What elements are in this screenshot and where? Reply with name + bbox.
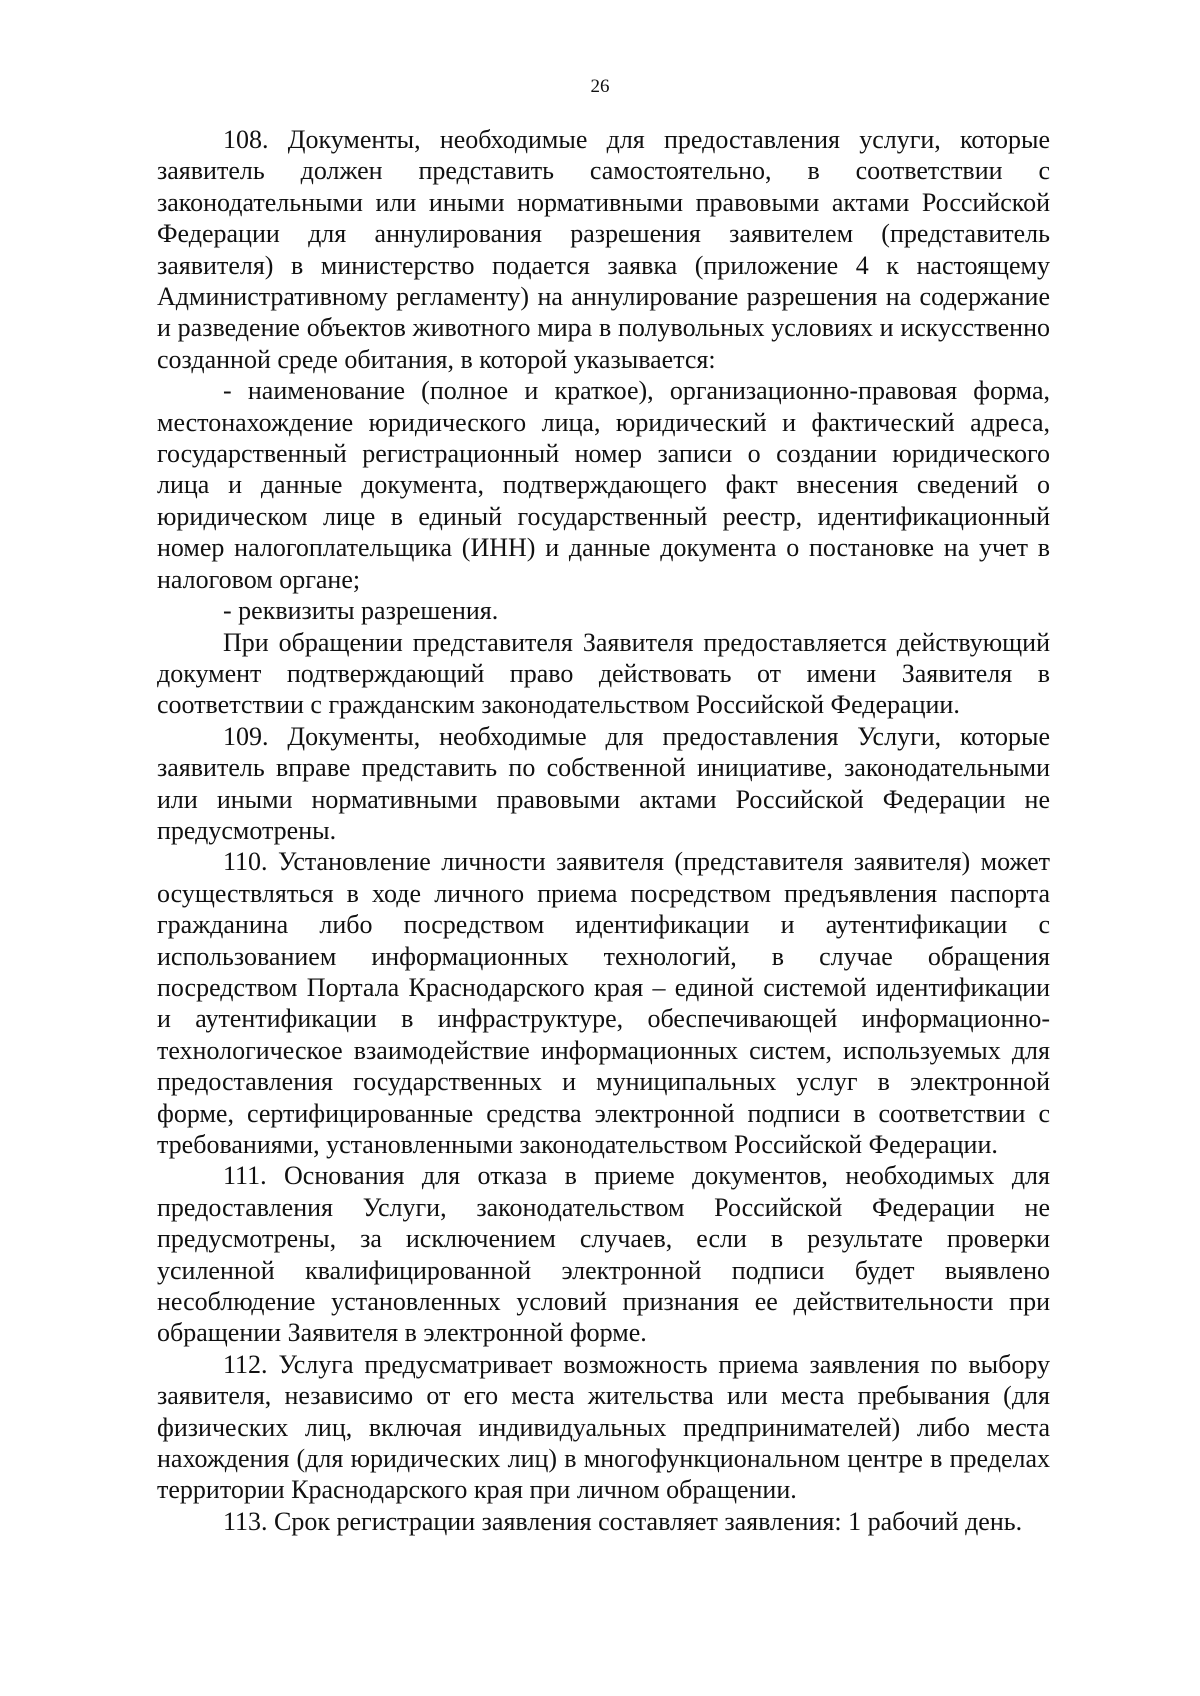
paragraph-113: 113. Срок регистрации заявления составляет заявления: 1 рабочий день. — [223, 1506, 1023, 1536]
paragraph-109: 109. Документы, необходимые для предоставления Услуги, которые заявитель вправе представить по собственной инициативе, законодательными или иными нормативными правовыми актами Российской Федерации не предусмотрены. — [157, 721, 1050, 845]
paragraph-representative: При обращении представителя Заявителя предоставляется действующий документ подтверждающий право действовать от имени Заявителя в соответствии с гражданским законодательством Российской Федерации. — [157, 627, 1050, 720]
list-item-name: - наименование (полное и краткое), организационно-правовая форма, местонахождение юридического лица, юридический и фактический адреса, государственный регистрационный номер записи о создании юридического лица и данные документа, подтверждающего факт внесения сведений о юридическом лице в единый государственный реестр, идентификационный номер налогоплательщика (ИНН) и данные документа о постановке на учет в налоговом органе; — [157, 376, 1050, 594]
document-body — [157, 124, 1050, 1537]
page-number: 26 — [590, 76, 610, 97]
paragraph-112: 112. Услуга предусматривает возможность приема заявления по выбору заявителя, независимо от его места жительства или места пребывания (для физических лиц, включая индивидуальных предпринимателей) либо места нахождения (для юридических лиц) в многофункциональном центре в пределах территории Краснодарского края при личном обращении. — [157, 1349, 1050, 1505]
paragraph-111: 111. Основания для отказа в приеме документов, необходимых для предоставления Услуги, законодательством Российской Федерации не предусмотрены, за исключением случаев, если в результате проверки усиленной квалифицированной электронной подписи будет выявлено несоблюдение установленных условий признания ее действительности при обращении Заявителя в электронной форме. — [157, 1161, 1050, 1348]
list-item-permit-details: - реквизиты разрешения. — [223, 596, 499, 626]
paragraph-108: 108. Документы, необходимые для предоставления услуги, которые заявитель должен представить самостоятельно, в соответствии с законодательными или иными нормативными правовыми актами Российской Федерации для аннулирования разрешения заявителем (представитель заявителя) в министерство подается заявка (приложение 4 к настоящему Административному регламенту) на аннулирование разрешения на содержание и разведение объектов животного мира в полувольных условиях и искусственно созданной среде обитания, в которой указывается: — [157, 125, 1050, 374]
paragraph-110: 110. Установление личности заявителя (представителя заявителя) может осуществляться в ходе личного приема посредством предъявления паспорта гражданина либо посредством идентификации и аутентификации с использованием информационных технологий, в случае обращения посредством Портала Краснодарского края – единой системой идентификации и аутентификации в инфраструктуре, обеспечивающей информационно-технологическое взаимодействие информационных систем, используемых для предоставления государственных и муниципальных услуг в электронной форме, сертифицированные средства электронной подписи в соответствии с требованиями, установленными законодательством Российской Федерации. — [157, 847, 1050, 1159]
